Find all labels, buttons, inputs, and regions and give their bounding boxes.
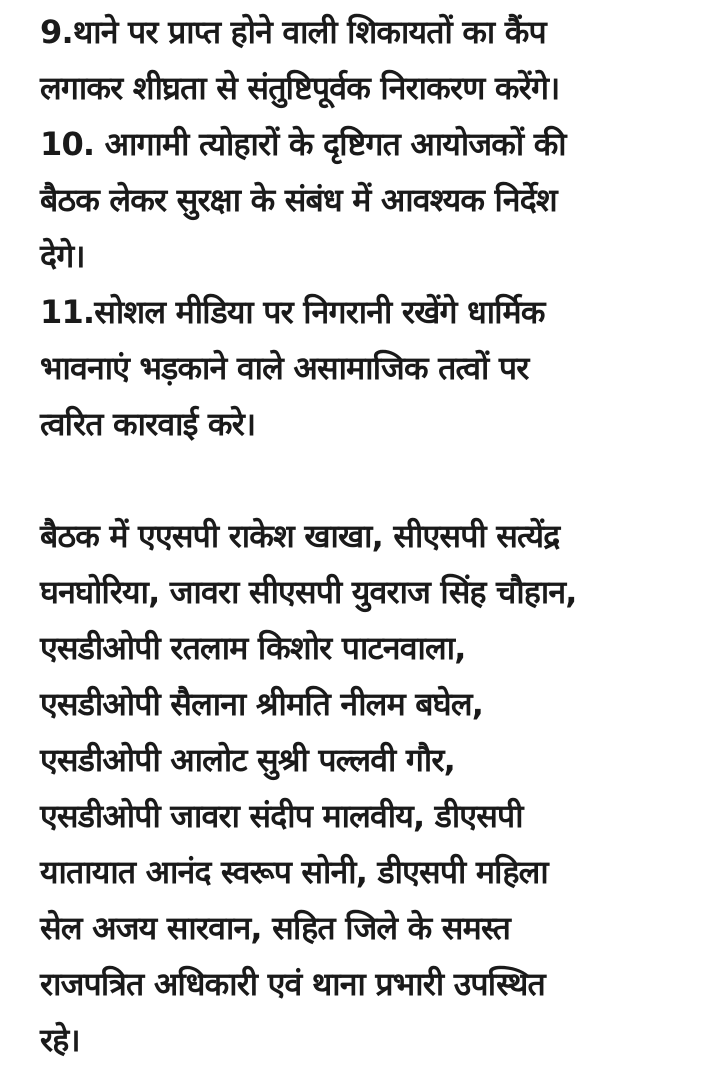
text-line: 10. आगामी त्योहारों के दृष्टिगत आयोजकों की <box>40 125 566 163</box>
text-line: एसडीओपी जावरा संदीप मालवीय, डीएसपी <box>40 797 523 835</box>
text-line: त्वरित कारवाई करे। <box>40 405 256 443</box>
text-line: बैठक लेकर सुरक्षा के संबंध में आवश्यक निर्देश <box>40 181 557 219</box>
text-line: एसडीओपी रतलाम किशोर पाटनवाला, <box>40 629 466 667</box>
text-line: एसडीओपी सैलाना श्रीमति नीलम बघेल, <box>40 685 484 723</box>
text-line: 9.थाने पर प्राप्त होने वाली शिकायतों का कैंप <box>40 13 546 51</box>
text-line: घनघोरिया, जावरा सीएसपी युवराज सिंह चौहान, <box>40 573 577 611</box>
text-line: यातायात आनंद स्वरूप सोनी, डीएसपी महिला <box>40 853 548 891</box>
text-line: सेल अजय सारवान, सहित जिले के समस्त <box>40 909 511 947</box>
text-line: 11.सोशल मीडिया पर निगरानी रखेंगे धार्मिक <box>40 293 545 331</box>
text-line: बैठक में एएसपी राकेश खाखा, सीएसपी सत्येंद्र <box>40 517 560 555</box>
text-line: लगाकर शीघ्रता से संतुष्टिपूर्वक निराकरण करेंगे। <box>40 69 560 107</box>
text-line: एसडीओपी आलोट सुश्री पल्लवी गौर, <box>40 741 456 779</box>
text-line: भावनाएं भड़काने वाले असामाजिक तत्वों पर <box>40 349 529 387</box>
text-line: राजपत्रित अधिकारी एवं थाना प्रभारी उपस्थित <box>40 965 545 1003</box>
text-line: रहे। <box>40 1021 80 1059</box>
text-line: देगे। <box>40 237 85 275</box>
